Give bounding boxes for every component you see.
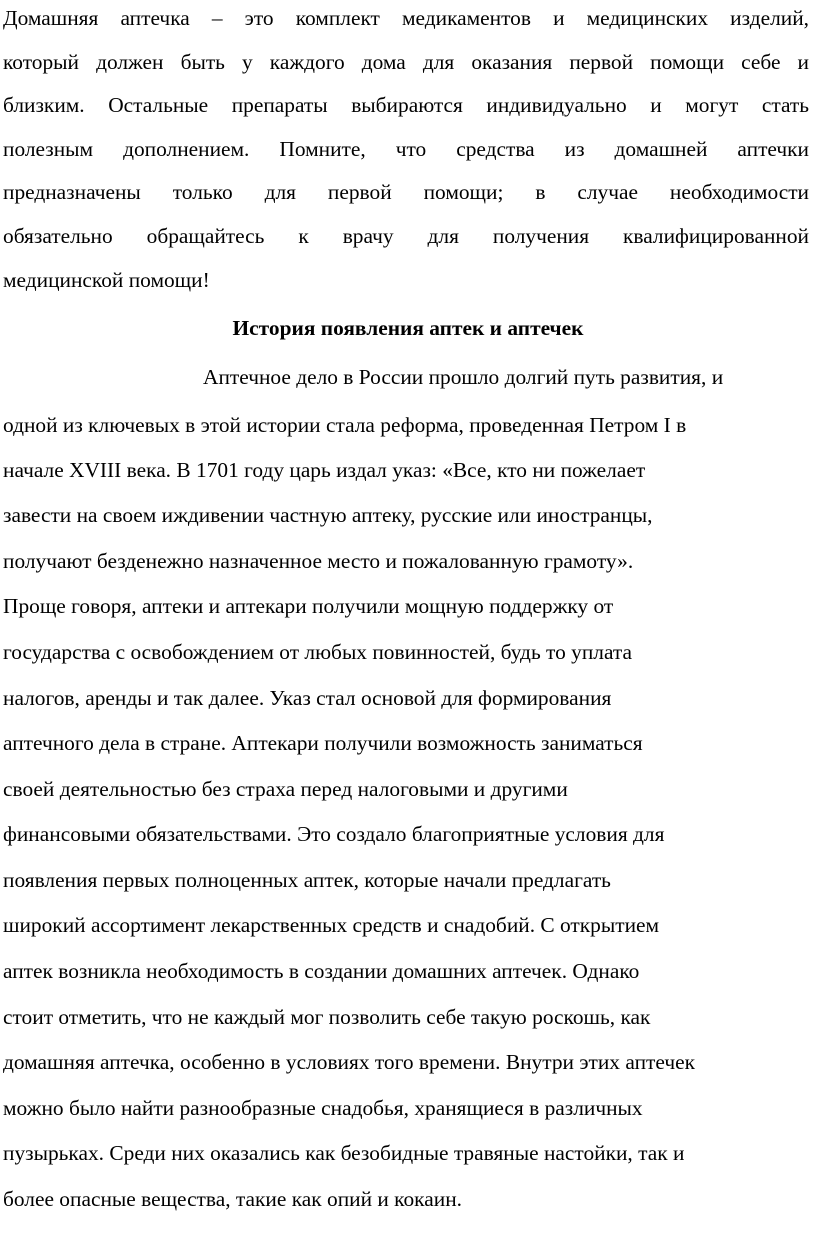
- history-line-13: широкий ассортимент лекарственных средств и снадобий. С открытием: [3, 913, 660, 937]
- history-line-10: своей деятельностью без страха перед налоговыми и другими: [3, 777, 568, 801]
- history-line-7: государства с освобождением от любых повинностей, будь то уплата: [3, 640, 633, 664]
- intro-line-3: близким. Остальные препараты выбираются индивидуально и могут стать: [3, 93, 809, 117]
- history-line-5: получают безденежно назначенное место и пожалованную грамоту».: [3, 549, 634, 573]
- history-line-6: Проще говоря, аптеки и аптекари получили мощную поддержку от: [3, 594, 614, 618]
- history-line-2: одной из ключевых в этой истории стала реформа, проведенная Петром I в: [3, 413, 687, 437]
- history-line-12: появления первых полноценных аптек, которые начали предлагать: [3, 868, 611, 892]
- intro-line-4: полезным дополнением. Помните, что средства из домашней аптечки: [3, 137, 809, 161]
- history-line-11: финансовыми обязательствами. Это создало благоприятные условия для: [3, 822, 665, 846]
- history-line-19: более опасные вещества, такие как опий и кокаин.: [3, 1187, 462, 1211]
- history-line-1: Аптечное дело в России прошло долгий путь развития, и: [203, 365, 724, 389]
- history-line-8: налогов, аренды и так далее. Указ стал основой для формирования: [3, 686, 612, 710]
- intro-line-6: обязательно обращайтесь к врачу для получения квалифицированной: [3, 224, 809, 248]
- intro-line-2: который должен быть у каждого дома для оказания первой помощи себе и: [3, 50, 809, 74]
- history-line-17: можно было найти разнообразные снадобья, хранящиеся в различных: [3, 1096, 643, 1120]
- history-line-16: домашняя аптечка, особенно в условиях того времени. Внутри этих аптечек: [3, 1050, 695, 1074]
- history-line-4: завести на своем иждивении частную аптеку, русские или иностранцы,: [3, 503, 653, 527]
- intro-line-1: Домашняя аптечка – это комплект медикаментов и медицинских изделий,: [3, 6, 809, 30]
- intro-line-5: предназначены только для первой помощи; в случае необходимости: [3, 180, 809, 204]
- history-line-3: начале XVIII века. В 1701 году царь издал указ: «Все, кто ни пожелает: [3, 458, 646, 482]
- history-line-14: аптек возникла необходимость в создании домашних аптечек. Однако: [3, 959, 640, 983]
- section-heading: История появления аптек и аптечек: [232, 316, 584, 340]
- intro-line-7: медицинской помощи!: [3, 268, 210, 292]
- history-line-9: аптечного дела в стране. Аптекари получили возможность заниматься: [3, 731, 643, 755]
- history-line-15: стоит отметить, что не каждый мог позволить себе такую роскошь, как: [3, 1005, 651, 1029]
- history-line-18: пузырьках. Среди них оказались как безобидные травяные настойки, так и: [3, 1141, 685, 1165]
